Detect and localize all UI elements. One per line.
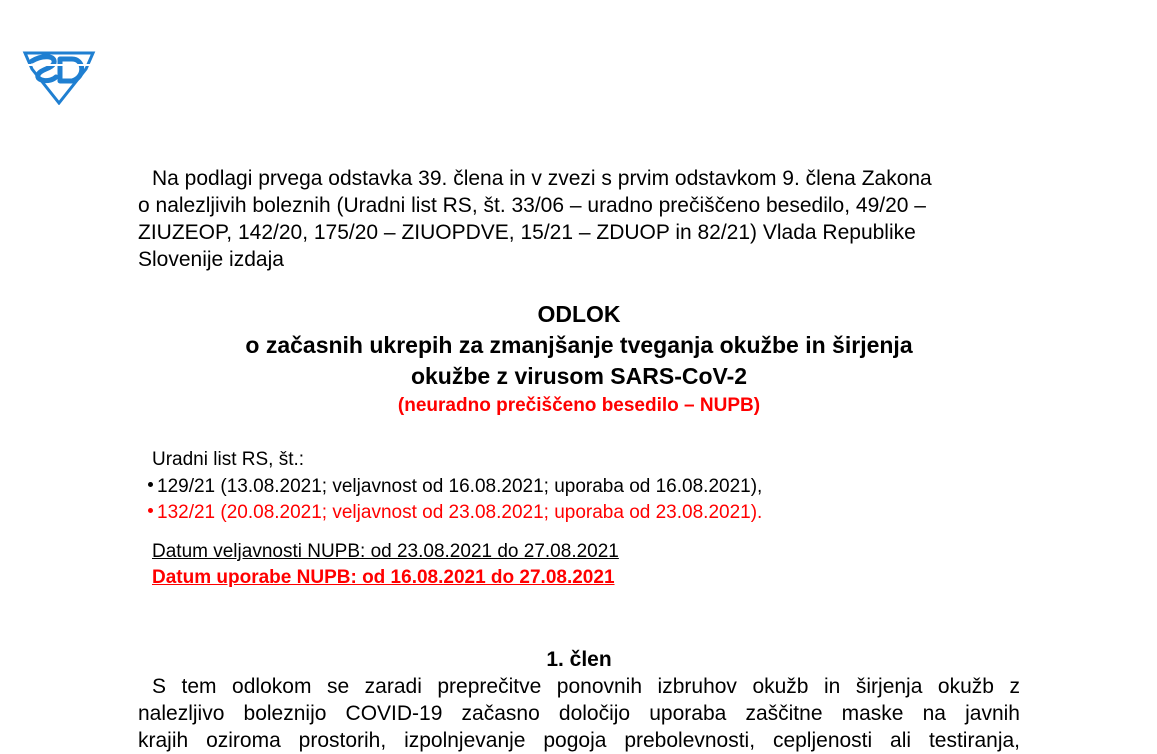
article-heading: 1. člen: [546, 648, 612, 671]
gazette-list-item: [148, 500, 762, 526]
document-title: ODLOK: [537, 301, 621, 327]
sd-shield-logo-icon: [22, 47, 96, 105]
article-line: nalezljivo boleznijo COVID-19 začasno določijo uporaba zaščitne maske na javnih: [138, 702, 1020, 725]
preamble-line: ZIUZEOP, 142/20, 175/20 – ZIUOPDVE, 15/21 – ZDUOP in 82/21) Vlada Republike: [138, 221, 916, 244]
preamble-line: Slovenije izdaja: [138, 248, 284, 271]
document-subtitle-line: okužbe z virusom SARS-CoV-2: [410, 363, 748, 389]
preamble-paragraph: [138, 165, 1020, 273]
bullet-icon: [148, 482, 153, 487]
preamble-line: o nalezljivih boleznih (Uradni list RS, št. 33/06 – uradno prečiščeno besedilo, 49/20 –: [138, 194, 926, 217]
validity-date-line: Datum veljavnosti NUPB: od 23.08.2021 do 27.08.2021: [152, 541, 619, 562]
application-date-line: Datum uporabe NUPB: od 16.08.2021 do 27.08.2021: [152, 567, 615, 588]
article-paragraph: [138, 673, 1020, 754]
article-line: krajih oziroma prostorih, izpolnjevanje pogoja prebolevnosti, cepljenosti ali testiranja,: [138, 729, 1020, 752]
gazette-heading: Uradni list RS, št.:: [152, 449, 305, 470]
article-line: S tem odlokom se zaradi preprečitve ponovnih izbruhov okužb in širjenja okužb z: [152, 675, 1020, 698]
gazette-item-text: 132/21 (20.08.2021; veljavnost od 23.08.2021; uporaba od 23.08.2021).: [157, 502, 763, 523]
unofficial-text-note: (neuradno prečiščeno besedilo – NUPB): [397, 395, 761, 416]
preamble-line: Na podlagi prvega odstavka 39. člena in v zvezi s prvim odstavkom 9. člena Zakona: [152, 167, 932, 190]
bullet-icon: [148, 508, 153, 513]
gazette-list-item: [148, 474, 762, 500]
gazette-item-text: 129/21 (13.08.2021; veljavnost od 16.08.2021; uporaba od 16.08.2021),: [157, 476, 763, 497]
document-subtitle-line: o začasnih ukrepih za zmanjšanje tveganja okužbe in širjenja: [245, 332, 913, 358]
